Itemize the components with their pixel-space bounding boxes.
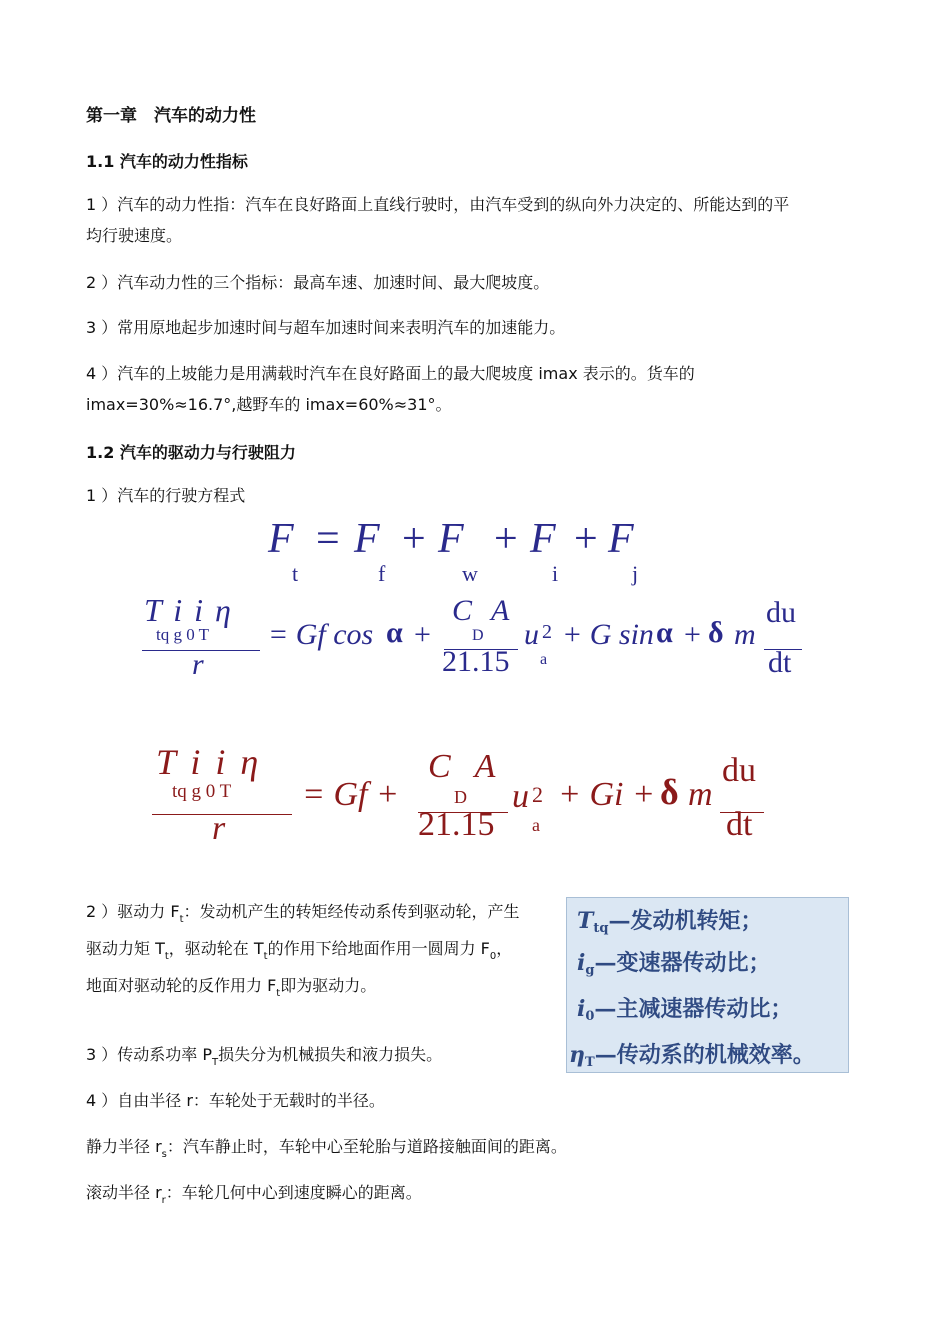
legend-row-gearbox-ratio: $i_g—$变速器传动比； [577, 950, 771, 978]
eq1-F-i: F [530, 516, 556, 562]
paragraph-1-1-1a: 1 ）汽车的动力性指：汽车在良好路面上直线行驶时，由汽车受到的纵向外力决定的、所能达到的平 [86, 195, 790, 214]
eq1-plus-1: + [402, 516, 426, 562]
eq2-alpha-2: α [656, 616, 673, 649]
eq1-plus-2: + [494, 516, 518, 562]
eq1-sub-w: w [462, 561, 478, 586]
eq2-cd-sub: D [472, 627, 484, 644]
eq1-sub-j: j [632, 561, 639, 586]
eq2-plus-1: + [414, 618, 431, 651]
eq3-cd-sub: D [454, 787, 467, 807]
paragraph-1-2-2-line1: 2 ）驱动力 $F_t$：发动机产生的转矩经传动系传到驱动轮，产生 [86, 902, 520, 925]
paragraph-1-1-1b: 均行驶速度。 [86, 226, 183, 245]
eq1-F-t: F [268, 516, 294, 562]
eq2-m: m [734, 618, 756, 651]
paragraph-1-1-4a: 4 ）汽车的上坡能力是用满载时汽车在良好路面上的最大爬坡度 imax 表示的。货车的 [86, 364, 695, 383]
eq3-term-gi: + Gi + [558, 776, 655, 813]
paragraph-rolling-radius: 滚动半径 $r_r$：车轮几何中心到速度瞬心的距离。 [86, 1183, 422, 1206]
eq1-F-f: F [354, 516, 380, 562]
eq2-cd-numerator: C A [452, 594, 516, 627]
eq1-F-j: F [608, 516, 634, 562]
legend-row-final-drive-ratio: $i_0—$主减速器传动比； [577, 996, 793, 1024]
paragraph-1-2-1: 1 ）汽车的行驶方程式 [86, 486, 246, 505]
eq3-dt: dt [726, 806, 753, 843]
paragraph-1-1-3: 3 ）常用原地起步加速时间与超车加速时间来表明汽车的加速能力。 [86, 318, 566, 337]
eq2-alpha-1: α [386, 616, 403, 649]
eq1-sub-t: t [292, 561, 299, 586]
eq2-numerator: T i i η [144, 592, 233, 628]
eq2-cd-denominator: 21.15 [442, 645, 510, 678]
eq1-equals: = [316, 516, 340, 562]
legend-row-torque: $T_{tq}—$发动机转矩； [577, 908, 763, 936]
eq1-sub-f: f [378, 561, 386, 586]
eq2-term-gsin: + G sin [562, 618, 654, 651]
eq3-square: 2 [532, 782, 543, 807]
eq1-plus-3: + [574, 516, 598, 562]
eq1-F-w: F [438, 516, 464, 562]
eq3-denominator: r [212, 810, 226, 847]
paragraph-1-2-2-line2: 驱动力矩 $T_t$，驱动轮在 $T_t$的作用下给地面作用一圆周力 $F_0$， [86, 939, 513, 962]
eq2-dt: dt [768, 646, 792, 679]
eq2-square: 2 [542, 621, 552, 643]
symbol-legend-box [566, 897, 849, 1073]
eq3-cd-numerator: C A [428, 748, 504, 785]
paragraph-1-1-2: 2 ）汽车动力性的三个指标：最高车速、加速时间、最大爬坡度。 [86, 273, 550, 292]
section-1-2-title: 1.2 汽车的驱动力与行驶阻力 [86, 443, 296, 462]
paragraph-1-2-2 [86, 897, 556, 1008]
eq2-u: u [524, 618, 539, 651]
eq3-numerator: T i i η [156, 742, 262, 782]
eq2-term-gfcos: = Gf cos [268, 618, 374, 651]
eq2-delta: δ [708, 616, 724, 649]
paragraph-1-2-3: 3 ）传动系功率 $P_T$损失分为机械损失和液力损失。 [86, 1045, 443, 1068]
eq3-numerator-subs: tq g 0 T [172, 781, 232, 802]
eq3-cd-denominator: 21.15 [418, 806, 495, 843]
eq2-plus-2: + [684, 618, 701, 651]
eq3-delta: δ [660, 772, 679, 812]
eq3-m: m [688, 776, 713, 813]
paragraph-1-2-2-line3: 地面对驱动轮的反作用力 $F_t$即为驱动力。 [86, 976, 377, 999]
eq2-du: du [766, 596, 796, 629]
eq3-du: du [722, 752, 756, 789]
eq2-numerator-subs: tq g 0 T [156, 625, 210, 644]
eq3-u-sub: a [532, 815, 540, 835]
legend-row-efficiency: $\eta_T—$传动系的机械效率。 [569, 1042, 815, 1070]
eq1-sub-i: i [552, 561, 559, 586]
eq2-denominator: r [192, 648, 204, 681]
eq3-u: u [512, 778, 529, 815]
chapter-title: 第一章 汽车的动力性 [86, 106, 256, 126]
eq2-u-sub: a [540, 651, 548, 668]
section-1-1-title: 1.1 汽车的动力性指标 [86, 152, 248, 171]
paragraph-1-2-4: 4 ）自由半径 r：车轮处于无载时的半径。 [86, 1091, 385, 1110]
eq3-term-gf: = Gf + [302, 776, 399, 813]
paragraph-1-1-4b: imax=30%≈16.7°,越野车的 imax=60%≈31°。 [86, 395, 452, 414]
paragraph-static-radius: 静力半径 $r_s$：汽车静止时，车轮中心至轮胎与道路接触面间的距离。 [86, 1137, 567, 1160]
